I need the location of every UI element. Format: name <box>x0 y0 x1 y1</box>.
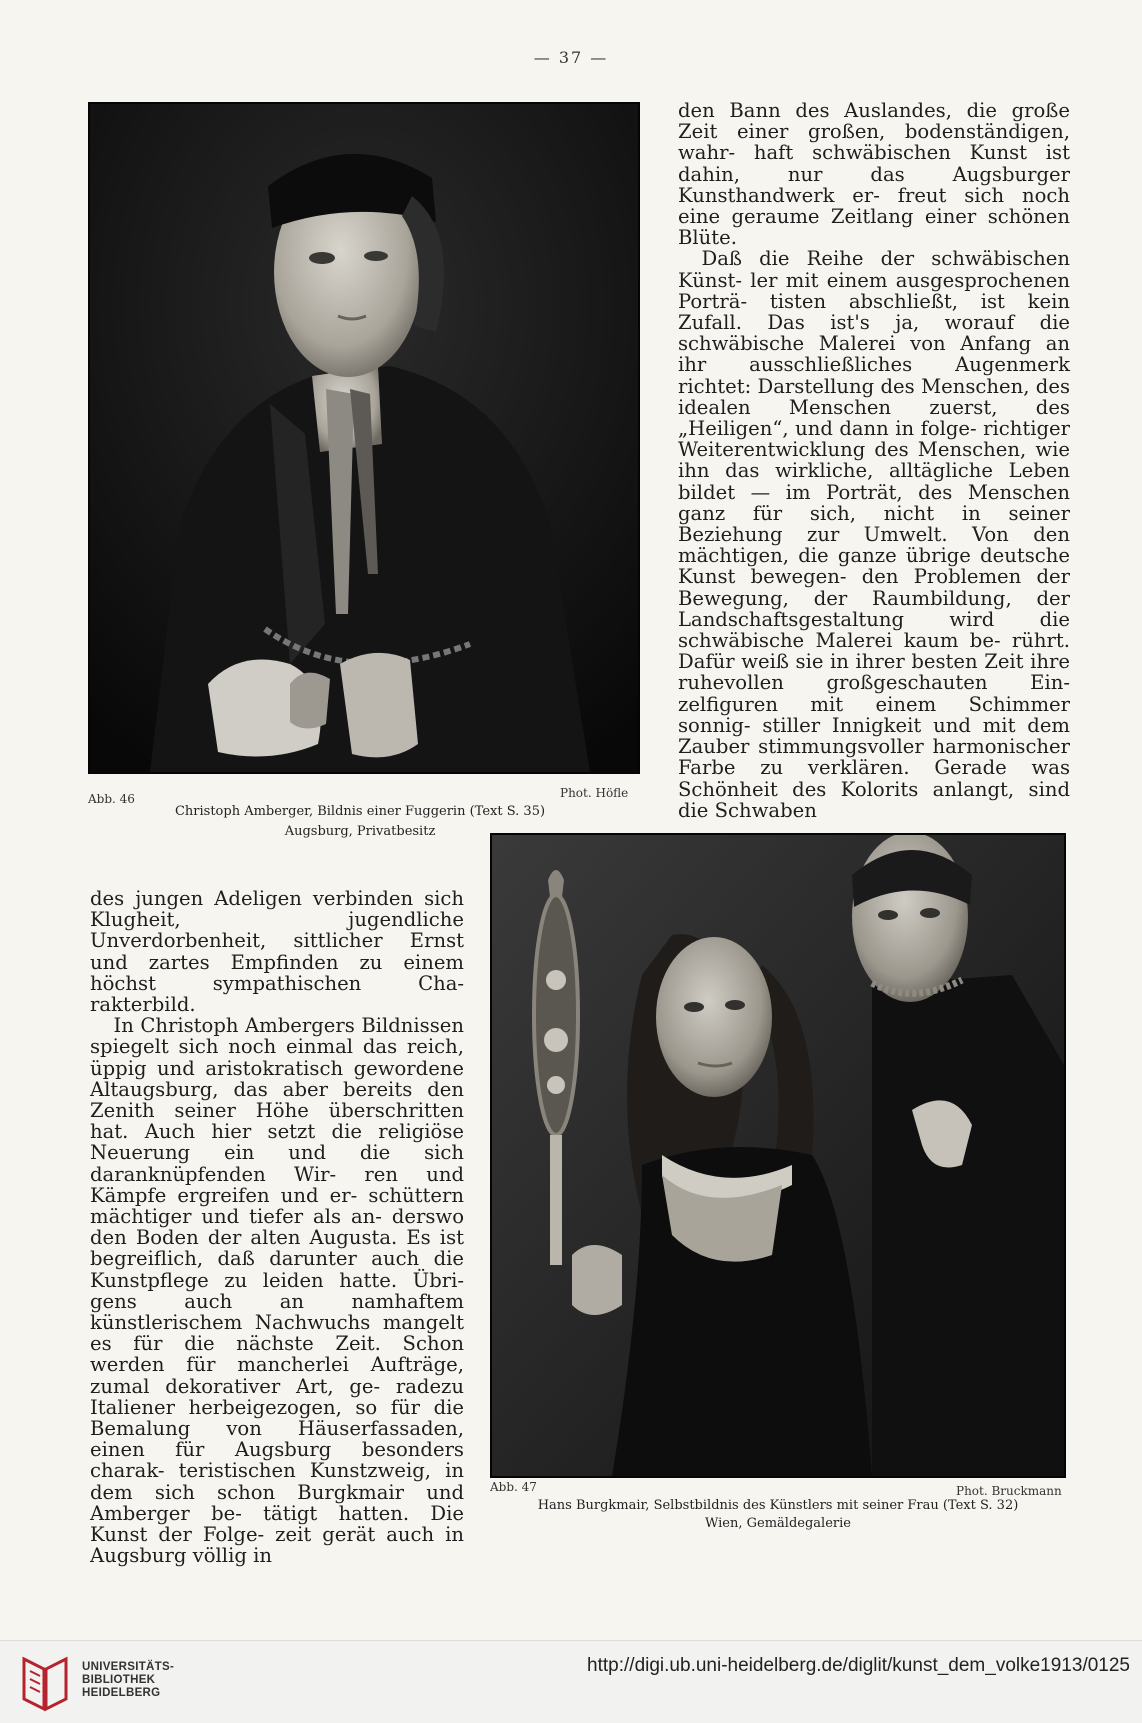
page-number: — 37 — <box>533 48 609 67</box>
text-column-right <box>678 100 1070 821</box>
figure-47-credit: Phot. Bruckmann <box>956 1484 1062 1498</box>
figure-46-credit: Phot. Höfle <box>560 786 629 800</box>
paragraph: In Christoph Ambergers Bildnissen spiegelt sich noch einmal das reich, üppig und aristokratisch gewordene Altaugsburg, das aber bereits den Zenith seiner Höhe überschritten hat. Auch hier setzt die religiöse Neuerung ein und die sich daranknüpfenden Wir- ren und Kämpfe ergreifen und er- schüttern mächtiger und tiefer als an- derswo den Boden der alten Augusta. Es ist begreiflich, daß darunter auch die Kunstpflege zu leiden hatte. Übri- gens auch an namhaftem künstlerischem Nachwuchs mangelt es für die nächste Zeit. Schon werden für mancherlei Aufträge, zumal dekorativer Art, ge- radezu Italiener herbeigezogen, so für die Bemalung von Häuserfassaden, einen für Augsburg besonders charak- teristischen Kunstzweig, in dem sich schon Burgkmair und Amberger be- tätigt hatten. Die Kunst der Folge- zeit gerät auch in Augsburg völlig in <box>90 1014 465 1568</box>
figure-47-caption: Hans Burgkmair, Selbstbildnis des Künstlers mit seiner Frau (Text S. 32) <box>537 1498 1019 1513</box>
portrait-illustration <box>90 104 638 772</box>
source-url[interactable]: http://digi.ub.uni-heidelberg.de/diglit/kunst_dem_volke1913/0125 <box>587 1655 1130 1676</box>
text-column-left <box>90 888 464 1567</box>
paragraph: Daß die Reihe der schwäbischen Künst- ler mit einem ausgesprochenen Porträ- tisten abschließt, ist kein Zufall. Das ist's ja, worauf die schwäbische Malerei von Anfang an ihr ausschließliches Augenmerk richtet: Darstellung des Menschen, des idealen Menschen zuerst, des „Heiligen“, und dann in folge- richtiger Weiterentwicklung des Menschen, wie ihn das wirkliche, alltägliche Leben bildet — im Porträt, des Menschen ganz für sich, nicht in seiner Beziehung zur Umwelt. Von den mächtigen, die ganze übrige deutsche Kunst bewegen- den Problemen der Bewegung, der Raumbildung, der Landschaftsgestaltung wird die schwäbische Malerei kaum be- rührt. Dafür weiß sie in ihrer besten Zeit ihre ruhevollen großgeschauten Ein- zelfiguren mit einem Schimmer sonnig- stiller Innigkeit und mit dem Zauber stimmungsvoller harmonischer Farbe zu verklären. Gerade was Schönheit des Kolorits anlangt, sind die Schwaben <box>678 247 1071 822</box>
paragraph: den Bann des Auslandes, die große Zeit einer großen, bodenständigen, wahr- haft schwäbischen Kunst ist dahin, nur das Augsburger Kunsthandwerk er- freut sich noch eine geraume Zeitlang einer schönen Blüte. <box>678 99 1070 250</box>
figure-47-location: Wien, Gemäldegalerie <box>705 1516 851 1531</box>
portrait-photo-fuggerin <box>88 102 640 774</box>
library-logo-icon <box>20 1655 70 1713</box>
figure-47-label: Abb. 47 <box>490 1480 537 1494</box>
library-name: UNIVERSITÄTS- BIBLIOTHEK HEIDELBERG <box>82 1661 175 1699</box>
footer-bar <box>0 1640 1142 1723</box>
double-portrait-illustration <box>492 835 1064 1476</box>
figure-46-label: Abb. 46 <box>88 792 135 806</box>
paragraph: des jungen Adeligen verbinden sich Klugheit, jugendliche Unverdorbenheit, sittlicher Ernst und zartes Empfinden zu einem höchst sympathischen Cha- rakterbild. <box>90 887 464 1017</box>
portrait-photo-burgkmair <box>490 833 1066 1478</box>
figure-46-caption: Christoph Amberger, Bildnis einer Fuggerin (Text S. 35) <box>174 804 546 819</box>
figure-46-location: Augsburg, Privatbesitz <box>284 824 436 839</box>
